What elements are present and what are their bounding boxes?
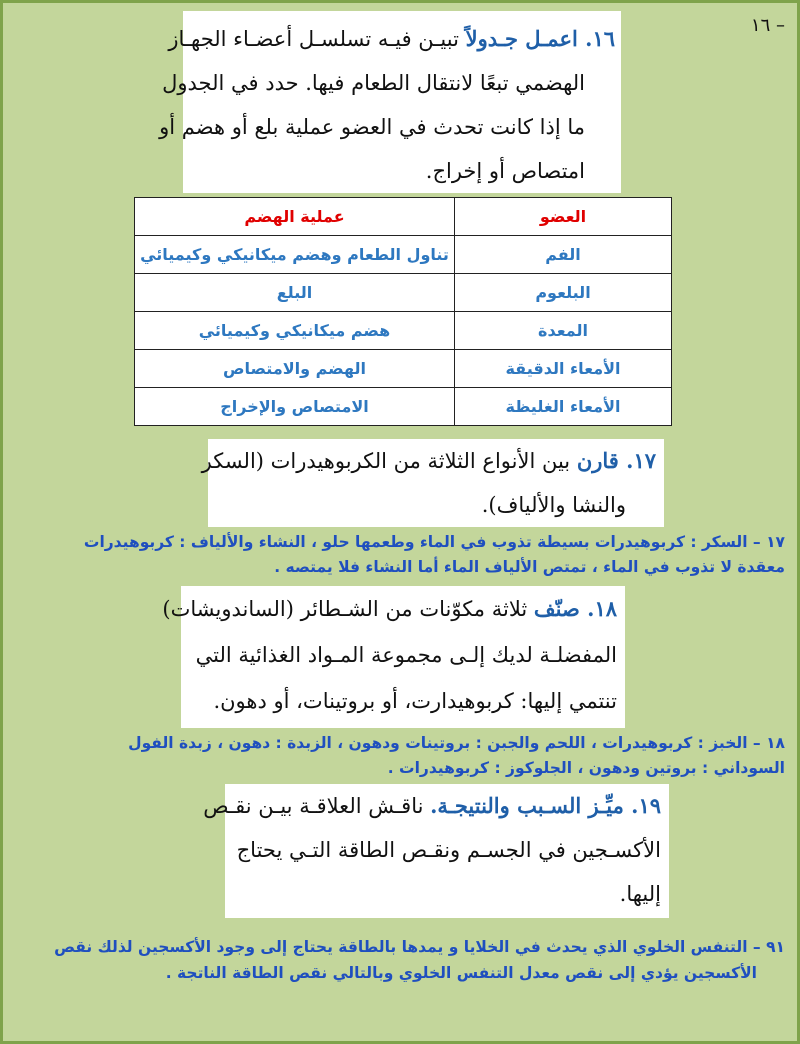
question-19-line: ناقـش العلاقـة بيـن نقـص: [203, 794, 424, 818]
question-19-box: [203, 784, 669, 918]
question-18-line: المفضلـة لديك إلـى مجموعة المـواد الغذائية التي: [195, 643, 617, 667]
question-16-line: ما إذا كانت تحدث في العضو عملية بلع أو هضم أو: [159, 115, 585, 139]
table-cell-organ: الفم: [455, 236, 672, 274]
question-16-box: [159, 11, 621, 193]
table-cell-organ: البلعوم: [455, 274, 672, 312]
answer-17-line: ١٧ – السكر : كربوهيدرات بسيطة تذوب في الماء وطعمها حلو ، النشاء والألياف : كربوهيدرات: [83, 533, 785, 551]
table-cell-process: تناول الطعام وهضم ميكانيكي وكيميائي: [135, 236, 455, 274]
question-17-line: بين الأنواع الثلاثة من الكربوهيدرات (السكر: [201, 449, 571, 473]
question-16-line: الهضمي تبعًا لانتقال الطعام فيها. حدد في الجدول: [162, 71, 585, 95]
table-cell-process: الهضم والامتصاص: [135, 350, 455, 388]
question-17-line: والنشا والألياف).: [481, 493, 626, 517]
table-cell-organ: الأمعاء الدقيقة: [455, 350, 672, 388]
question-16-line: امتصاص أو إخراج.: [425, 159, 585, 183]
question-18-line: تنتمي إليها: كربوهيدارت، أو بروتينات، أو دهون.: [213, 689, 617, 713]
table-cell-process: البلع: [135, 274, 455, 312]
table-row: [135, 236, 672, 274]
answer-19-line: الأكسجين يؤدي إلى نقص معدل التنفس الخلوي وبالتالي نقص الطاقة الناتجة .: [165, 964, 757, 982]
question-16-head: ١٦. اعمـل جـدولاً: [465, 26, 615, 51]
question-19-line: إليها.: [619, 882, 661, 906]
answer-17-line: معقدة لا تذوب في الماء ، تمتص الألياف الماء أما النشاء فلا يمتصه .: [274, 558, 785, 576]
table-header-row: [135, 198, 672, 236]
table-row: [135, 350, 672, 388]
table-cell-organ: الأمعاء الغليظة: [455, 388, 672, 426]
table-row: [135, 388, 672, 426]
digestion-table: [134, 197, 672, 426]
answer-19-line: ٩١ – التنفس الخلوي الذي يحدث في الخلايا و يمدها بالطاقة يحتاج إلى وجود الأكسجين لذلك نقص: [54, 938, 785, 956]
table-cell-process: الامتصاص والإخراج: [135, 388, 455, 426]
question-18-box: [162, 586, 625, 728]
table-row: [135, 274, 672, 312]
question-17-box: [201, 439, 664, 527]
answer-18-line: السوداني : بروتين ودهون ، الجلوكوز : كربوهيدرات .: [387, 759, 785, 777]
table-cell-organ: المعدة: [455, 312, 672, 350]
table-header-organ: العضو: [455, 198, 672, 236]
question-16-line: تبيـن فيـه تسلسـل أعضـاء الجهـاز: [168, 27, 459, 51]
question-18-line: ثلاثة مكوّنات من الشـطائر (الساندويشات): [162, 597, 528, 621]
page-number: ١٦ –: [750, 15, 785, 36]
table-cell-process: هضم ميكانيكي وكيميائي: [135, 312, 455, 350]
table-header-process: عملية الهضم: [135, 198, 455, 236]
question-17-head: ١٧. قارن: [576, 448, 656, 473]
question-18-head: ١٨. صنّف: [533, 596, 617, 621]
question-19-head: ١٩. ميِّـز السـبب والنتيجـة.: [430, 793, 661, 818]
table-row: [135, 312, 672, 350]
question-19-line: الأكسـجين في الجسـم ونقـص الطاقة التـي يحتاج: [236, 838, 661, 862]
answer-18-line: ١٨ – الخبز : كربوهيدرات ، اللحم والجبن : بروتينات ودهون ، الزبدة : دهون ، زبدة الفول: [128, 734, 785, 752]
